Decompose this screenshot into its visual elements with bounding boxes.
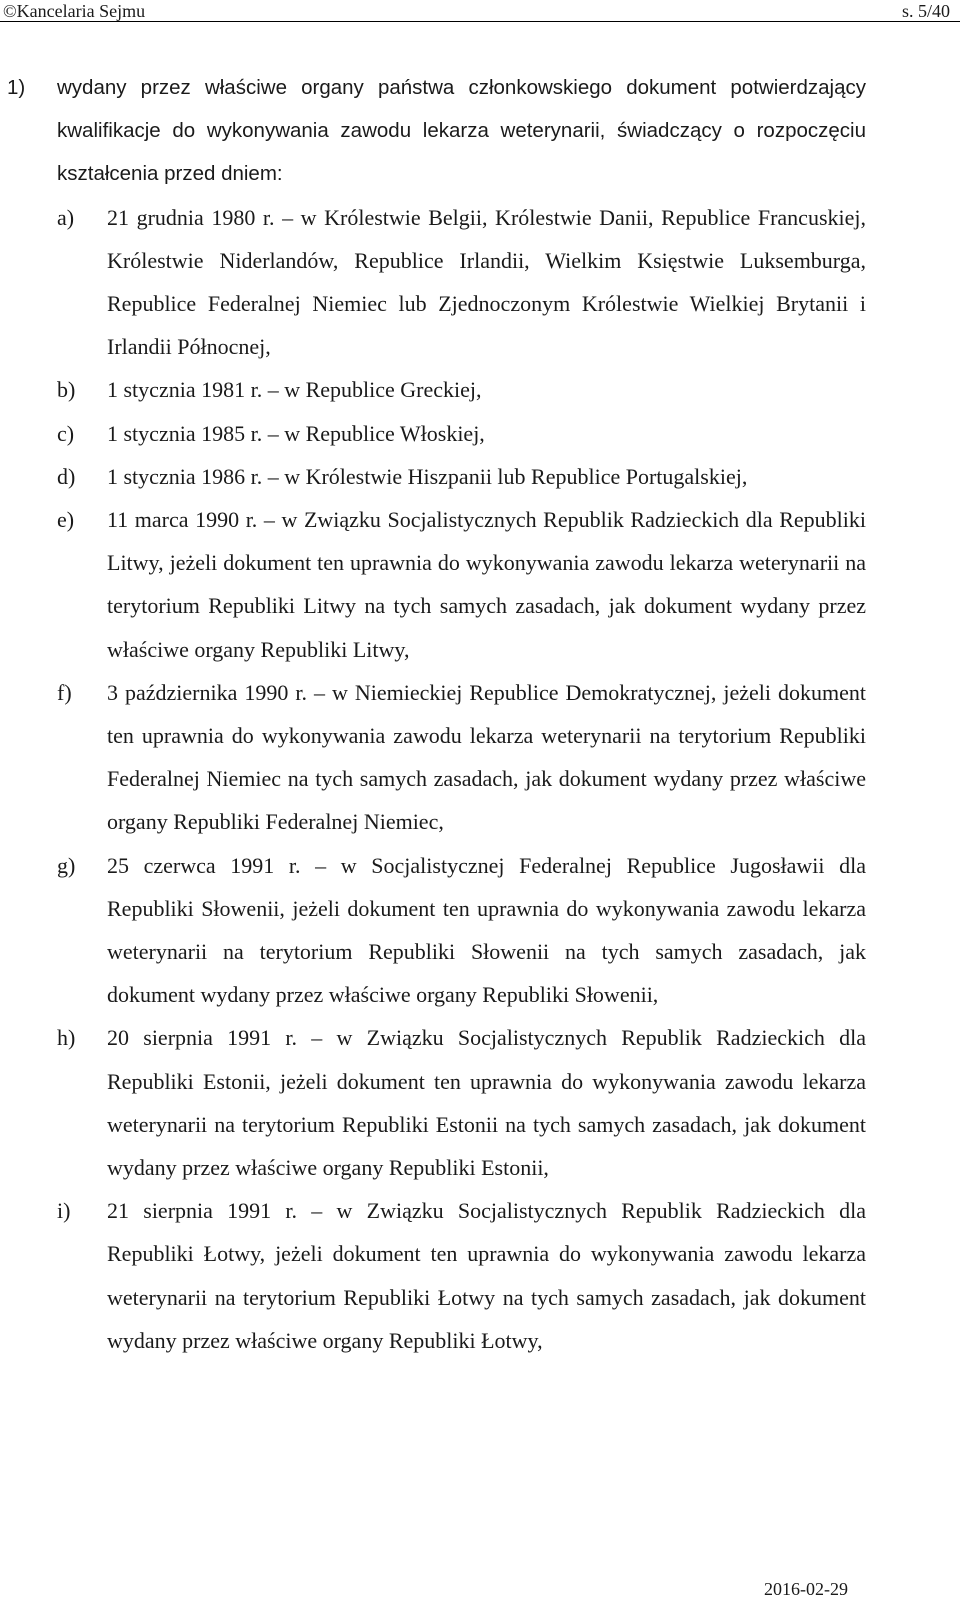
list-item-label: b) bbox=[57, 377, 76, 403]
list-item-label: i) bbox=[57, 1198, 71, 1224]
list-item-b bbox=[0, 368, 960, 411]
list-item-label: a) bbox=[57, 204, 75, 230]
publisher-label: ©Kancelaria Sejmu bbox=[3, 1, 146, 21]
list-item-d bbox=[0, 455, 960, 498]
list-item-h bbox=[0, 1016, 960, 1189]
point-1 bbox=[0, 66, 960, 196]
page-number: s. 5/40 bbox=[901, 1, 950, 21]
list-item-label: d) bbox=[57, 463, 76, 489]
list-item-text: 1 stycznia 1985 r. – w Republice Włoskiej, bbox=[107, 420, 485, 446]
list-item-label: e) bbox=[57, 507, 75, 533]
footer-date: 2016-02-29 bbox=[764, 1579, 848, 1599]
list-item-label: h) bbox=[57, 1025, 76, 1051]
list-item-text: 21 sierpnia 1991 r. – w Związku Socjalistycznych Republik Radzieckich dla Republiki Łotwy, jeżeli dokument ten uprawnia do wykonywania zawodu lekarza weterynarii na terytorium Republiki Łotwy na tych samych zasadach, jak dokument wydany przez właściwe organy Republiki Łotwy, bbox=[107, 1198, 866, 1353]
list-item-text: 25 czerwca 1991 r. – w Socjalistycznej Federalnej Republice Jugosławii dla Republiki Słowenii, jeżeli dokument ten uprawnia do wykonywania zawodu lekarza weterynarii na terytorium Republiki Słowenii na tych samych zasadach, jak dokument wydany przez właściwe organy Republiki Słowenii, bbox=[107, 852, 866, 1008]
list-item-text: 21 grudnia 1980 r. – w Królestwie Belgii, Królestwie Danii, Republice Francuskiej, Królestwie Niderlandów, Republice Irlandii, Wielkim Księstwie Luksemburga, Republice Federalnej Niemiec lub Zjednoczonym Królestwie Wielkiej Brytanii i Irlandii Północnej, bbox=[107, 204, 866, 360]
list-item-a bbox=[0, 196, 960, 369]
list-item-label: f) bbox=[57, 679, 72, 705]
point-number: 1) bbox=[7, 76, 26, 99]
list-item-i bbox=[0, 1189, 960, 1362]
list-item-text: 1 stycznia 1986 r. – w Królestwie Hiszpanii lub Republice Portugalskiej, bbox=[107, 463, 748, 489]
point-text: wydany przez właściwe organy państwa członkowskiego dokument potwierdzający kwalifikacje do wykonywania zawodu lekarza weterynarii, świadczący o rozpoczęciu kształcenia przed dniem: bbox=[57, 76, 866, 186]
list-item-text: 1 stycznia 1981 r. – w Republice Greckiej, bbox=[107, 377, 482, 403]
list-item-e bbox=[0, 498, 960, 671]
list-item-text: 20 sierpnia 1991 r. – w Związku Socjalistycznych Republik Radzieckich dla Republiki Estonii, jeżeli dokument ten uprawnia do wykonywania zawodu lekarza weterynarii na terytorium Republiki Estonii na tych samych zasadach, jak dokument wydany przez właściwe organy Republiki Estonii, bbox=[107, 1025, 866, 1181]
list-item-label: c) bbox=[57, 420, 75, 446]
list-item-c bbox=[0, 412, 960, 455]
list-item-text: 11 marca 1990 r. – w Związku Socjalistycznych Republik Radzieckich dla Republiki Litwy, jeżeli dokument ten uprawnia do wykonywania zawodu lekarza weterynarii na terytorium Republiki Litwy na tych samych zasadach, jak dokument wydany przez właściwe organy Republiki Litwy, bbox=[107, 507, 866, 662]
page-header bbox=[0, 0, 960, 22]
list-item-text: 3 października 1990 r. – w Niemieckiej Republice Demokratycznej, jeżeli dokument ten uprawnia do wykonywania zawodu lekarza weterynarii na terytorium Republiki Federalnej Niemiec na tych samych zasadach, jak dokument wydany przez właściwe organy Republiki Federalnej Niemiec, bbox=[107, 679, 866, 835]
list-item-g bbox=[0, 844, 960, 1017]
header-divider bbox=[0, 21, 960, 22]
document-body bbox=[0, 66, 960, 1362]
list-item-f bbox=[0, 671, 960, 844]
list-item-label: g) bbox=[57, 852, 76, 878]
